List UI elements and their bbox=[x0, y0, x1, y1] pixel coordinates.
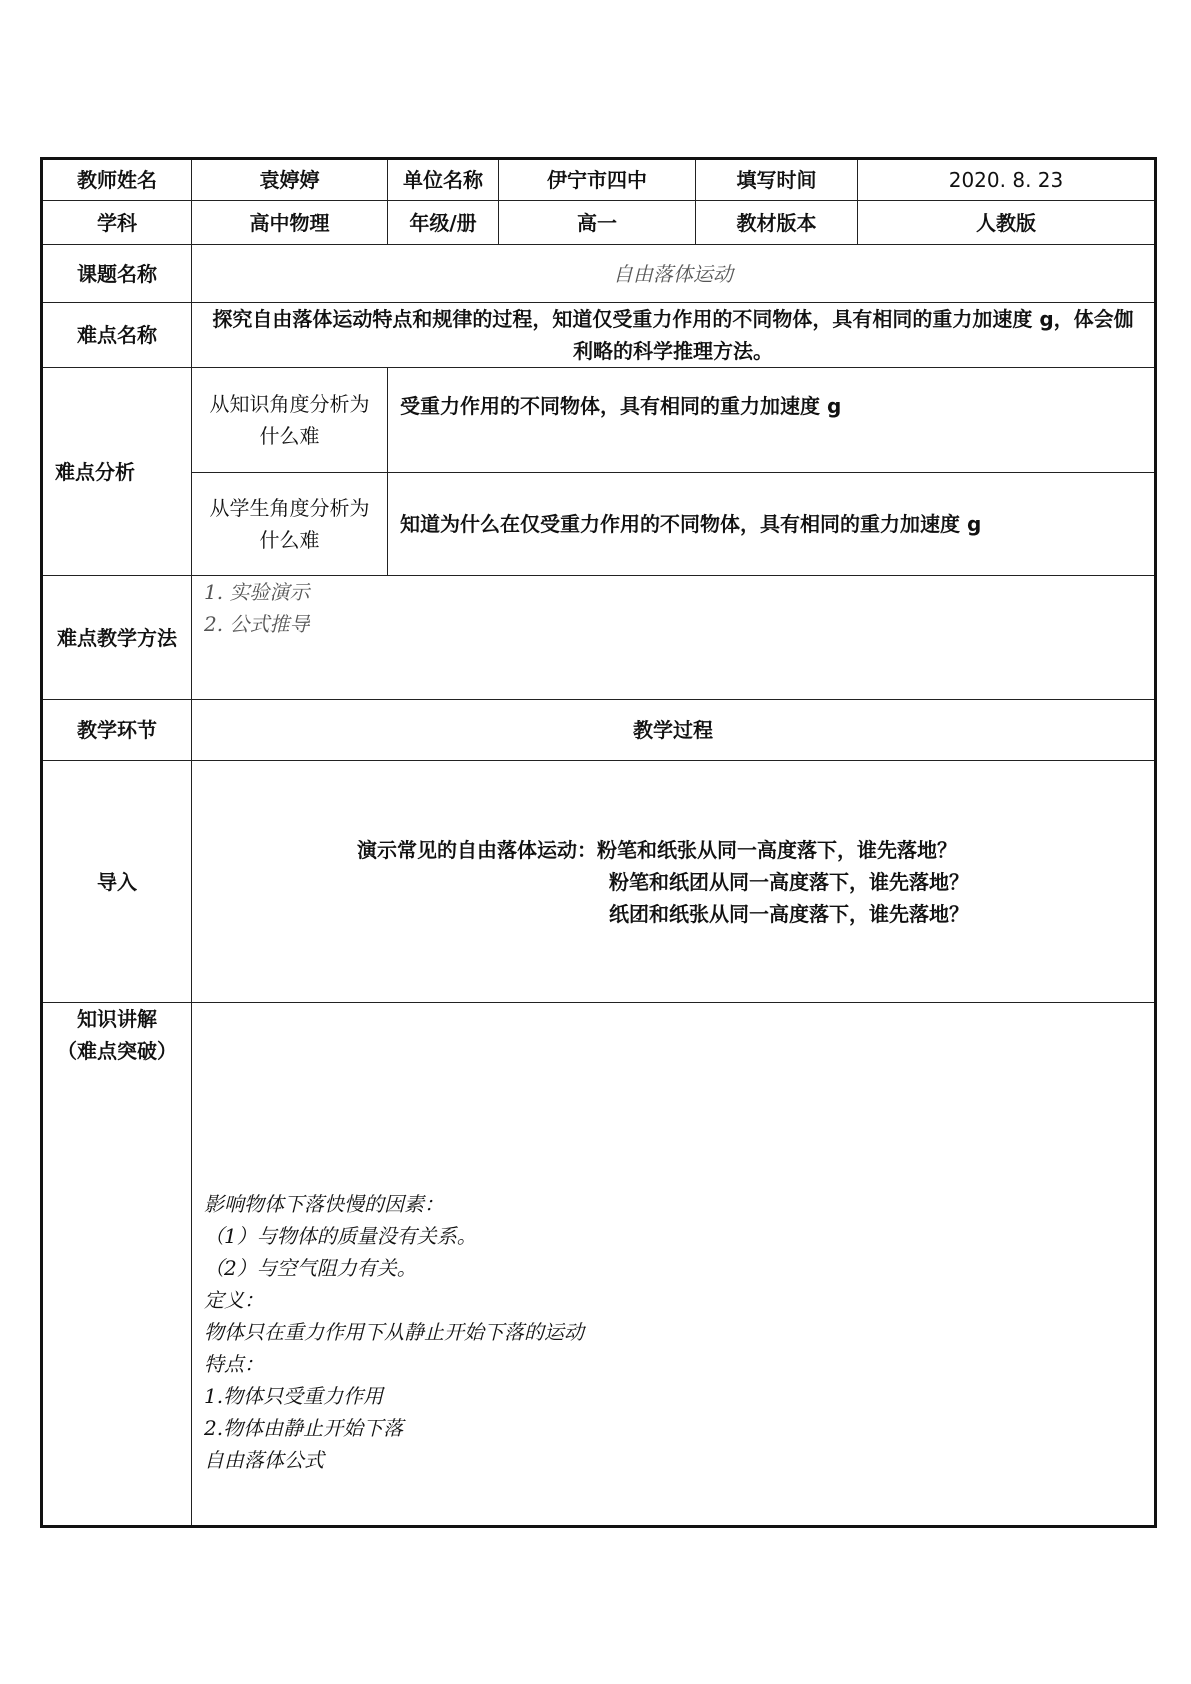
knowledge-line: （1）与物体的质量没有关系。 bbox=[204, 1224, 477, 1248]
analysis-student-label: 从学生角度分析为什么难 bbox=[192, 473, 388, 576]
intro-line: 纸团和纸张从同一高度落下，谁先落地？ bbox=[609, 901, 969, 926]
knowledge-label-line1: 知识讲解 bbox=[77, 1007, 157, 1031]
knowledge-line: （2）与空气阻力有关。 bbox=[204, 1256, 417, 1280]
analysis-row-knowledge bbox=[42, 368, 1156, 473]
subject-label: 学科 bbox=[42, 201, 192, 245]
analysis-student-value: 知道为什么在仅受重力作用的不同物体，具有相同的重力加速度 g bbox=[388, 473, 1156, 576]
method-item: 1. 实验演示 bbox=[204, 580, 310, 604]
method-item: 2. 公式推导 bbox=[204, 612, 310, 636]
topic-label: 课题名称 bbox=[42, 245, 192, 303]
teacher-value: 袁婷婷 bbox=[192, 159, 388, 201]
method-label: 难点教学方法 bbox=[42, 576, 192, 700]
process-header-left: 教学环节 bbox=[42, 700, 192, 761]
grade-label: 年级/册 bbox=[388, 201, 499, 245]
knowledge-line: 特点： bbox=[204, 1352, 264, 1376]
difficulty-label: 难点名称 bbox=[42, 303, 192, 368]
fill-time-value: 2020. 8. 23 bbox=[858, 159, 1156, 201]
intro-content bbox=[192, 761, 1156, 1003]
knowledge-line: 定义： bbox=[204, 1288, 264, 1312]
knowledge-line: 影响物体下落快慢的因素： bbox=[204, 1192, 444, 1216]
header-row-1 bbox=[42, 159, 1156, 201]
intro-row bbox=[42, 761, 1156, 1003]
lesson-plan-sheet bbox=[40, 157, 1154, 1528]
knowledge-line: 自由落体公式 bbox=[204, 1448, 324, 1472]
analysis-label: 难点分析 bbox=[42, 368, 192, 576]
lesson-plan-table bbox=[40, 157, 1157, 1528]
method-row bbox=[42, 576, 1156, 700]
intro-label: 导入 bbox=[42, 761, 192, 1003]
analysis-knowledge-value: 受重力作用的不同物体，具有相同的重力加速度 g bbox=[388, 368, 1156, 473]
knowledge-row bbox=[42, 1003, 1156, 1527]
analysis-knowledge-label: 从知识角度分析为什么难 bbox=[192, 368, 388, 473]
knowledge-line: 1.物体只受重力作用 bbox=[204, 1384, 384, 1408]
method-list bbox=[192, 576, 1154, 640]
difficulty-value: 探究自由落体运动特点和规律的过程，知道仅受重力作用的不同物体，具有相同的重力加速度 g，体会伽利略的科学推理方法。 bbox=[192, 303, 1156, 368]
knowledge-line: 2.物体由静止开始下落 bbox=[204, 1416, 404, 1440]
knowledge-label-cell bbox=[42, 1003, 192, 1527]
intro-line: 演示常见的自由落体运动：粉笔和纸张从同一高度落下，谁先落地？ bbox=[357, 837, 957, 862]
fill-time-label: 填写时间 bbox=[696, 159, 858, 201]
knowledge-content bbox=[192, 1003, 1156, 1527]
subject-value: 高中物理 bbox=[192, 201, 388, 245]
knowledge-line: 物体只在重力作用下从静止开始下落的运动 bbox=[204, 1320, 584, 1344]
difficulty-row bbox=[42, 303, 1156, 368]
grade-value: 高一 bbox=[499, 201, 696, 245]
intro-line: 粉笔和纸团从同一高度落下，谁先落地？ bbox=[609, 869, 969, 894]
process-header-row bbox=[42, 700, 1156, 761]
topic-value: 自由落体运动 bbox=[192, 245, 1156, 303]
unit-label: 单位名称 bbox=[388, 159, 499, 201]
textbook-label: 教材版本 bbox=[696, 201, 858, 245]
teacher-label: 教师姓名 bbox=[42, 159, 192, 201]
method-list-cell bbox=[192, 576, 1156, 700]
header-row-2 bbox=[42, 201, 1156, 245]
textbook-value: 人教版 bbox=[858, 201, 1156, 245]
analysis-row-student bbox=[42, 473, 1156, 576]
topic-row bbox=[42, 245, 1156, 303]
knowledge-label-line2: （难点突破） bbox=[57, 1039, 177, 1063]
process-header-right: 教学过程 bbox=[192, 700, 1156, 761]
unit-value: 伊宁市四中 bbox=[499, 159, 696, 201]
